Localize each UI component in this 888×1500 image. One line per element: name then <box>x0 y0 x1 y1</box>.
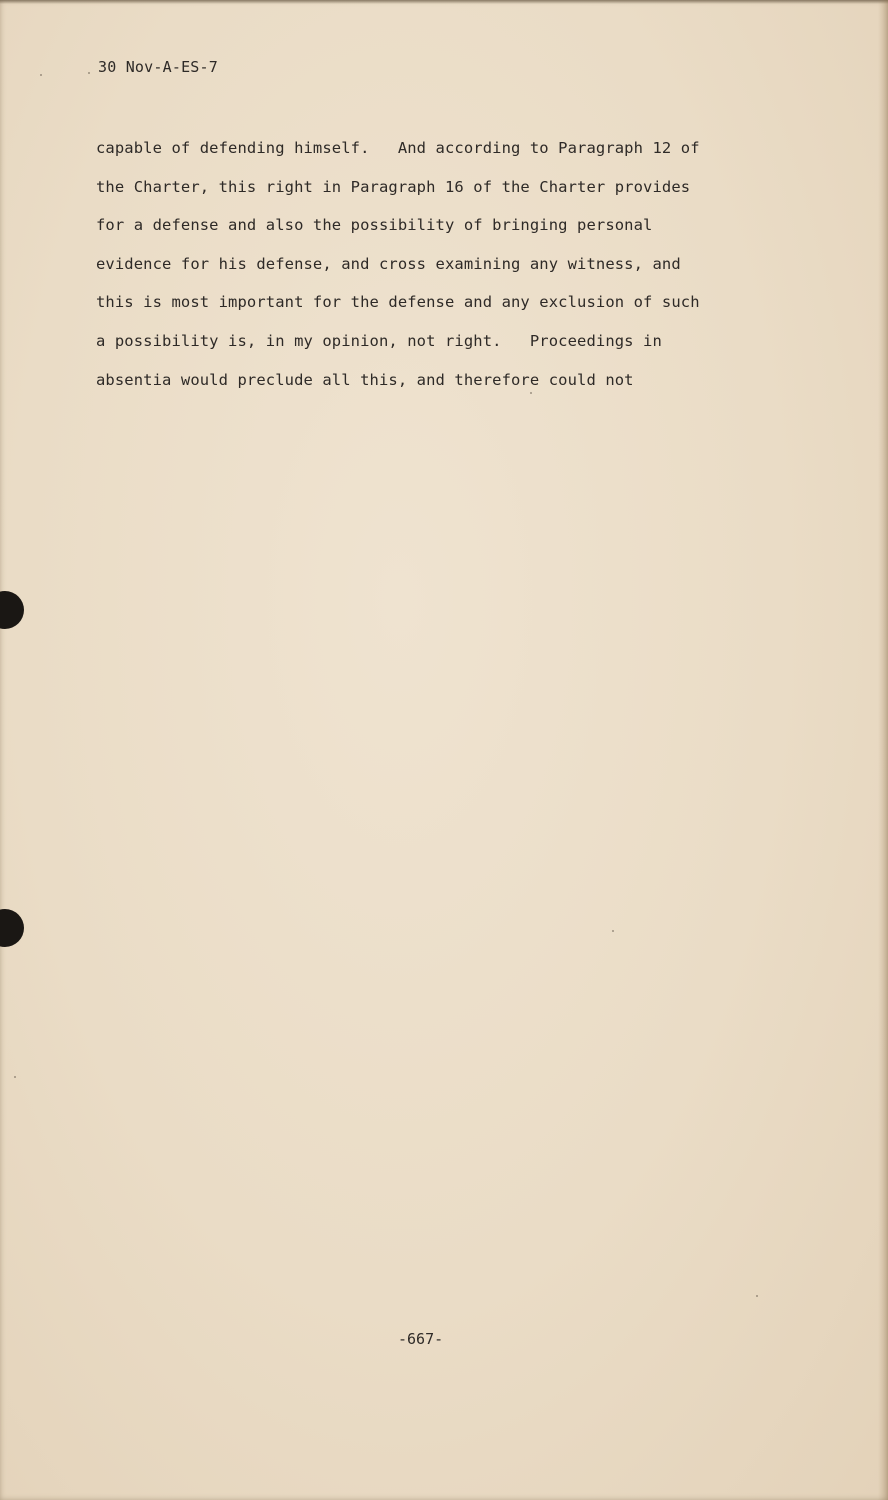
binder-punch-hole-upper <box>0 591 24 629</box>
binder-punch-hole-lower <box>0 909 24 947</box>
body-line: the Charter, this right in Paragraph 16 of the Charter provides <box>96 177 691 196</box>
body-line: a possibility is, in my opinion, not right. Proceedings in <box>96 331 662 350</box>
paper-speck <box>756 1295 758 1297</box>
document-body <box>96 136 736 406</box>
page-number: -667- <box>398 1330 444 1348</box>
body-line: this is most important for the defense and any exclusion of such <box>96 293 700 312</box>
paper-speck <box>612 930 614 932</box>
body-line: capable of defending himself. And according to Paragraph 12 of <box>96 139 700 157</box>
page-top-edge <box>0 0 888 4</box>
paper-speck <box>14 1076 16 1078</box>
body-line: for a defense and also the possibility of bringing personal <box>96 216 653 235</box>
document-reference-code: 30 Nov-A-ES-7 <box>98 58 218 76</box>
paper-speck <box>40 74 42 76</box>
body-line: absentia would preclude all this, and therefore could not <box>96 370 634 389</box>
body-line: evidence for his defense, and cross examining any witness, and <box>96 254 681 273</box>
paper-speck <box>88 72 90 74</box>
page-right-edge <box>878 0 888 1500</box>
